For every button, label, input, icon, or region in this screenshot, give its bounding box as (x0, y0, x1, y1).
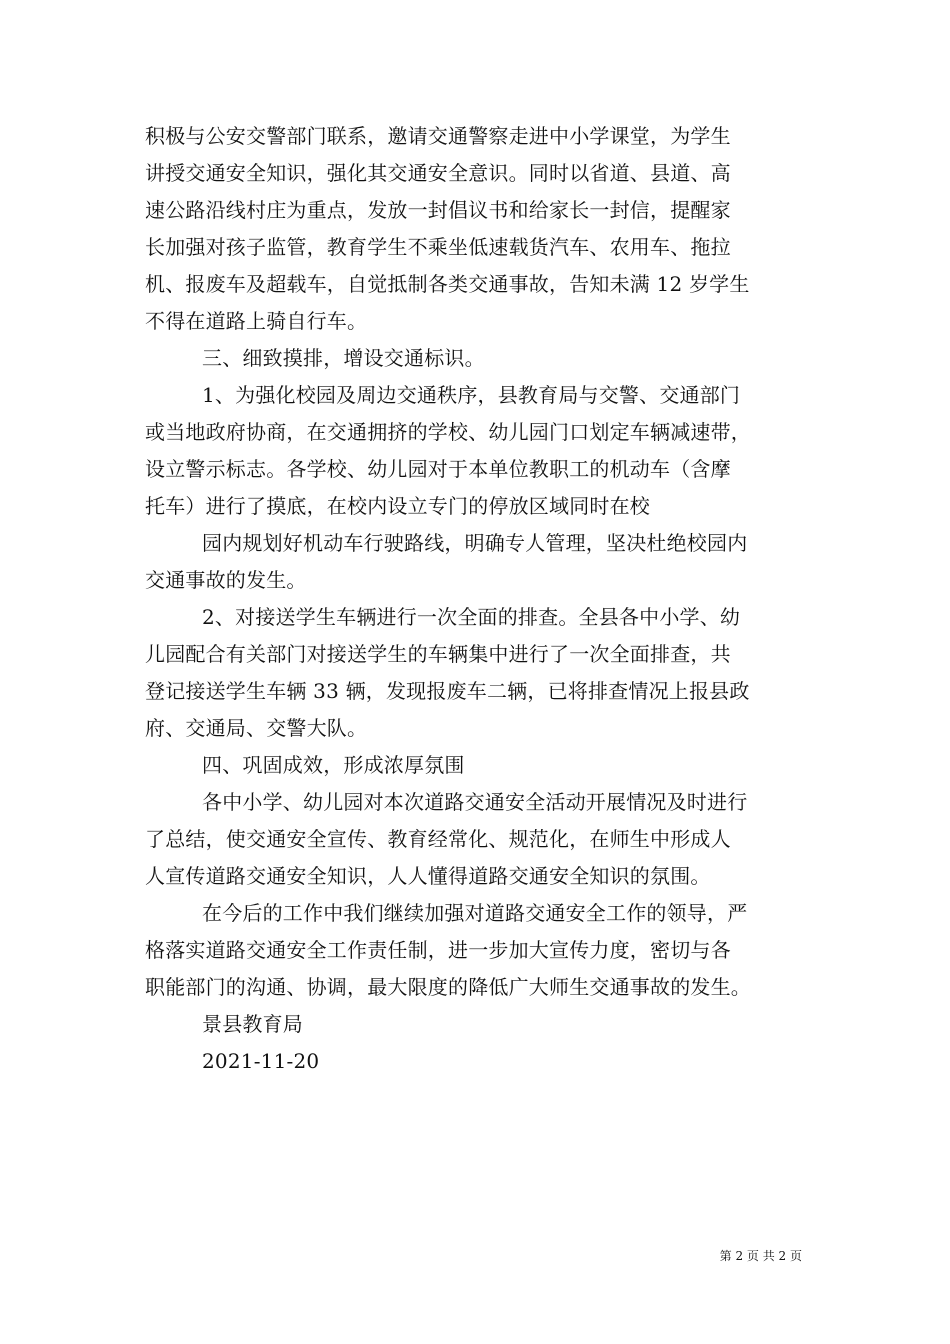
text-line: 职能部门的沟通、协调，最大限度的降低广大师生交通事故的发生。 (145, 975, 751, 999)
text-line: 登记接送学生车辆 33 辆，发现报废车二辆，已将排查情况上报县政 (145, 679, 750, 703)
text-line: 1、为强化校园及周边交通秩序，县教育局与交警、交通部门 (202, 383, 741, 407)
text-line: 长加强对孩子监管，教育学生不乘坐低速载货汽车、农用车、拖拉 (145, 235, 731, 259)
text-line: 人宣传道路交通安全知识，人人懂得道路交通安全知识的氛围。 (145, 864, 711, 888)
text-line: 各中小学、幼儿园对本次道路交通安全活动开展情况及时进行 (202, 790, 748, 814)
text-line: 设立警示标志。各学校、幼儿园对于本单位教职工的机动车（含摩 (145, 457, 731, 481)
text-line: 格落实道路交通安全工作责任制，进一步加大宣传力度，密切与各 (145, 938, 731, 962)
text-line: 积极与公安交警部门联系，邀请交通警察走进中小学课堂，为学生 (145, 124, 731, 148)
text-line: 府、交通局、交警大队。 (145, 716, 368, 740)
signature-date: 2021-11-20 (202, 1049, 320, 1073)
text-line: 机、报废车及超载车，自觉抵制各类交通事故，告知未满 12 岁学生 (145, 272, 750, 296)
text-line: 在今后的工作中我们继续加强对道路交通安全工作的领导，严 (202, 901, 748, 925)
text-line: 2、对接送学生车辆进行一次全面的排查。全县各中小学、幼 (202, 605, 741, 629)
document-body (145, 118, 810, 1080)
text-line: 讲授交通安全知识，强化其交通安全意识。同时以省道、县道、高 (145, 161, 731, 185)
text-line: 不得在道路上骑自行车。 (145, 309, 368, 333)
text-line: 了总结，使交通安全宣传、教育经常化、规范化，在师生中形成人 (145, 827, 731, 851)
text-line: 园内规划好机动车行驶路线，明确专人管理，坚决杜绝校园内 (202, 531, 748, 555)
text-line: 交通事故的发生。 (145, 568, 307, 592)
text-line: 托车）进行了摸底，在校内设立专门的停放区域同时在校 (145, 494, 650, 518)
section-heading: 三、细致摸排，增设交通标识。 (202, 346, 485, 370)
text-line: 或当地政府协商，在交通拥挤的学校、幼儿园门口划定车辆减速带， (145, 420, 751, 444)
text-line: 速公路沿线村庄为重点，发放一封倡议书和给家长一封信，提醒家 (145, 198, 731, 222)
signature-org: 景县教育局 (202, 1012, 303, 1036)
section-heading: 四、巩固成效，形成浓厚氛围 (202, 753, 465, 777)
page-number-footer: 第 2 页 共 2 页 (719, 1249, 802, 1263)
text-line: 儿园配合有关部门对接送学生的车辆集中进行了一次全面排查，共 (145, 642, 731, 666)
